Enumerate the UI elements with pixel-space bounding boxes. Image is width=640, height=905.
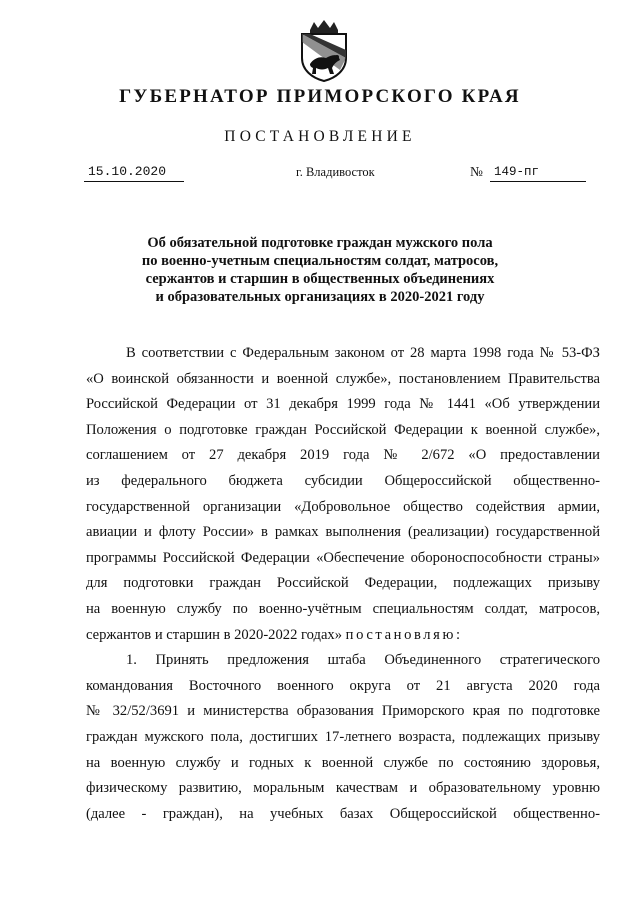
body-line-text: сержантов и старшин в 2020-2022 годах» [86,626,343,643]
body-line: командования Восточного военного округа от 21 августа 2020 года [86,677,600,694]
document-city: г. Владивосток [296,165,375,179]
document-number-label: № [470,164,483,179]
body-line: «О воинской обязанности и военной службе», постановлением Правительства [86,370,600,387]
body-line: на военную службу и годных к военной службе по состоянию здоровья, [86,754,600,771]
heading-line: по военно-учетным специальностям солдат, матросов, [141,253,499,269]
document-number: 149-пг [490,163,586,182]
body-line: программы Российской Федерации «Обеспечение обороноспособности страны» [86,549,600,566]
decree-word: постановляю: [345,626,463,643]
body-line: соглашением от 27 декабря 2019 года № 2/672 «О предоставлении [86,447,600,464]
body-line: физическому развитию, моральным качествам и образовательному уровню [86,780,600,797]
body-line [86,623,600,649]
organization-title: ГУБЕРНАТОР ПРИМОРСКОГО КРАЯ [119,86,521,107]
body-line: Положения о подготовке граждан Российской Федерации к военной службе», [86,421,600,438]
body-line: авиации и флоту России» в рамках выполнения (реализации) государственной [86,524,600,541]
body-line: (далее - граждан), на учебных базах Общероссийской общественно- [86,805,600,822]
document-date: 15.10.2020 [84,163,184,182]
document-meta [0,163,640,185]
body-line: В соответствии с Федеральным законом от 28 марта 1998 года № 53-ФЗ [126,345,600,361]
body-line: из федерального бюджета субсидии Общероссийской общественно- [86,472,600,489]
body-line: № 32/52/3691 и министерства образования Приморского края по подготовке [86,703,600,720]
body-line: на военную службу по военно-учётным специальностям солдат, матросов, [86,600,600,617]
body-line: государственной организации «Добровольное общество содействия армии, [86,498,600,515]
heading-line: Об обязательной подготовке граждан мужского пола [147,235,493,251]
heading-line: и образовательных организациях в 2020-2021 году [155,289,485,305]
body-line: граждан мужского пола, достигших 17-летнего возраста, подлежащих призыву [86,728,600,745]
body-line: 1. Принять предложения штаба Объединенного стратегического [126,652,600,669]
body-line: для подготовки граждан Российской Федерации, подлежащих призыву [86,575,600,592]
document-heading [0,234,640,306]
heading-line: сержантов и старшин в общественных объединениях [145,271,495,287]
document-body [86,341,600,827]
primorsky-coat-of-arms-icon [296,20,352,82]
body-line: Российской Федерации от 31 декабря 1999 года № 1441 «Об утверждении [86,396,600,413]
document-type: ПОСТАНОВЛЕНИЕ [224,128,416,145]
